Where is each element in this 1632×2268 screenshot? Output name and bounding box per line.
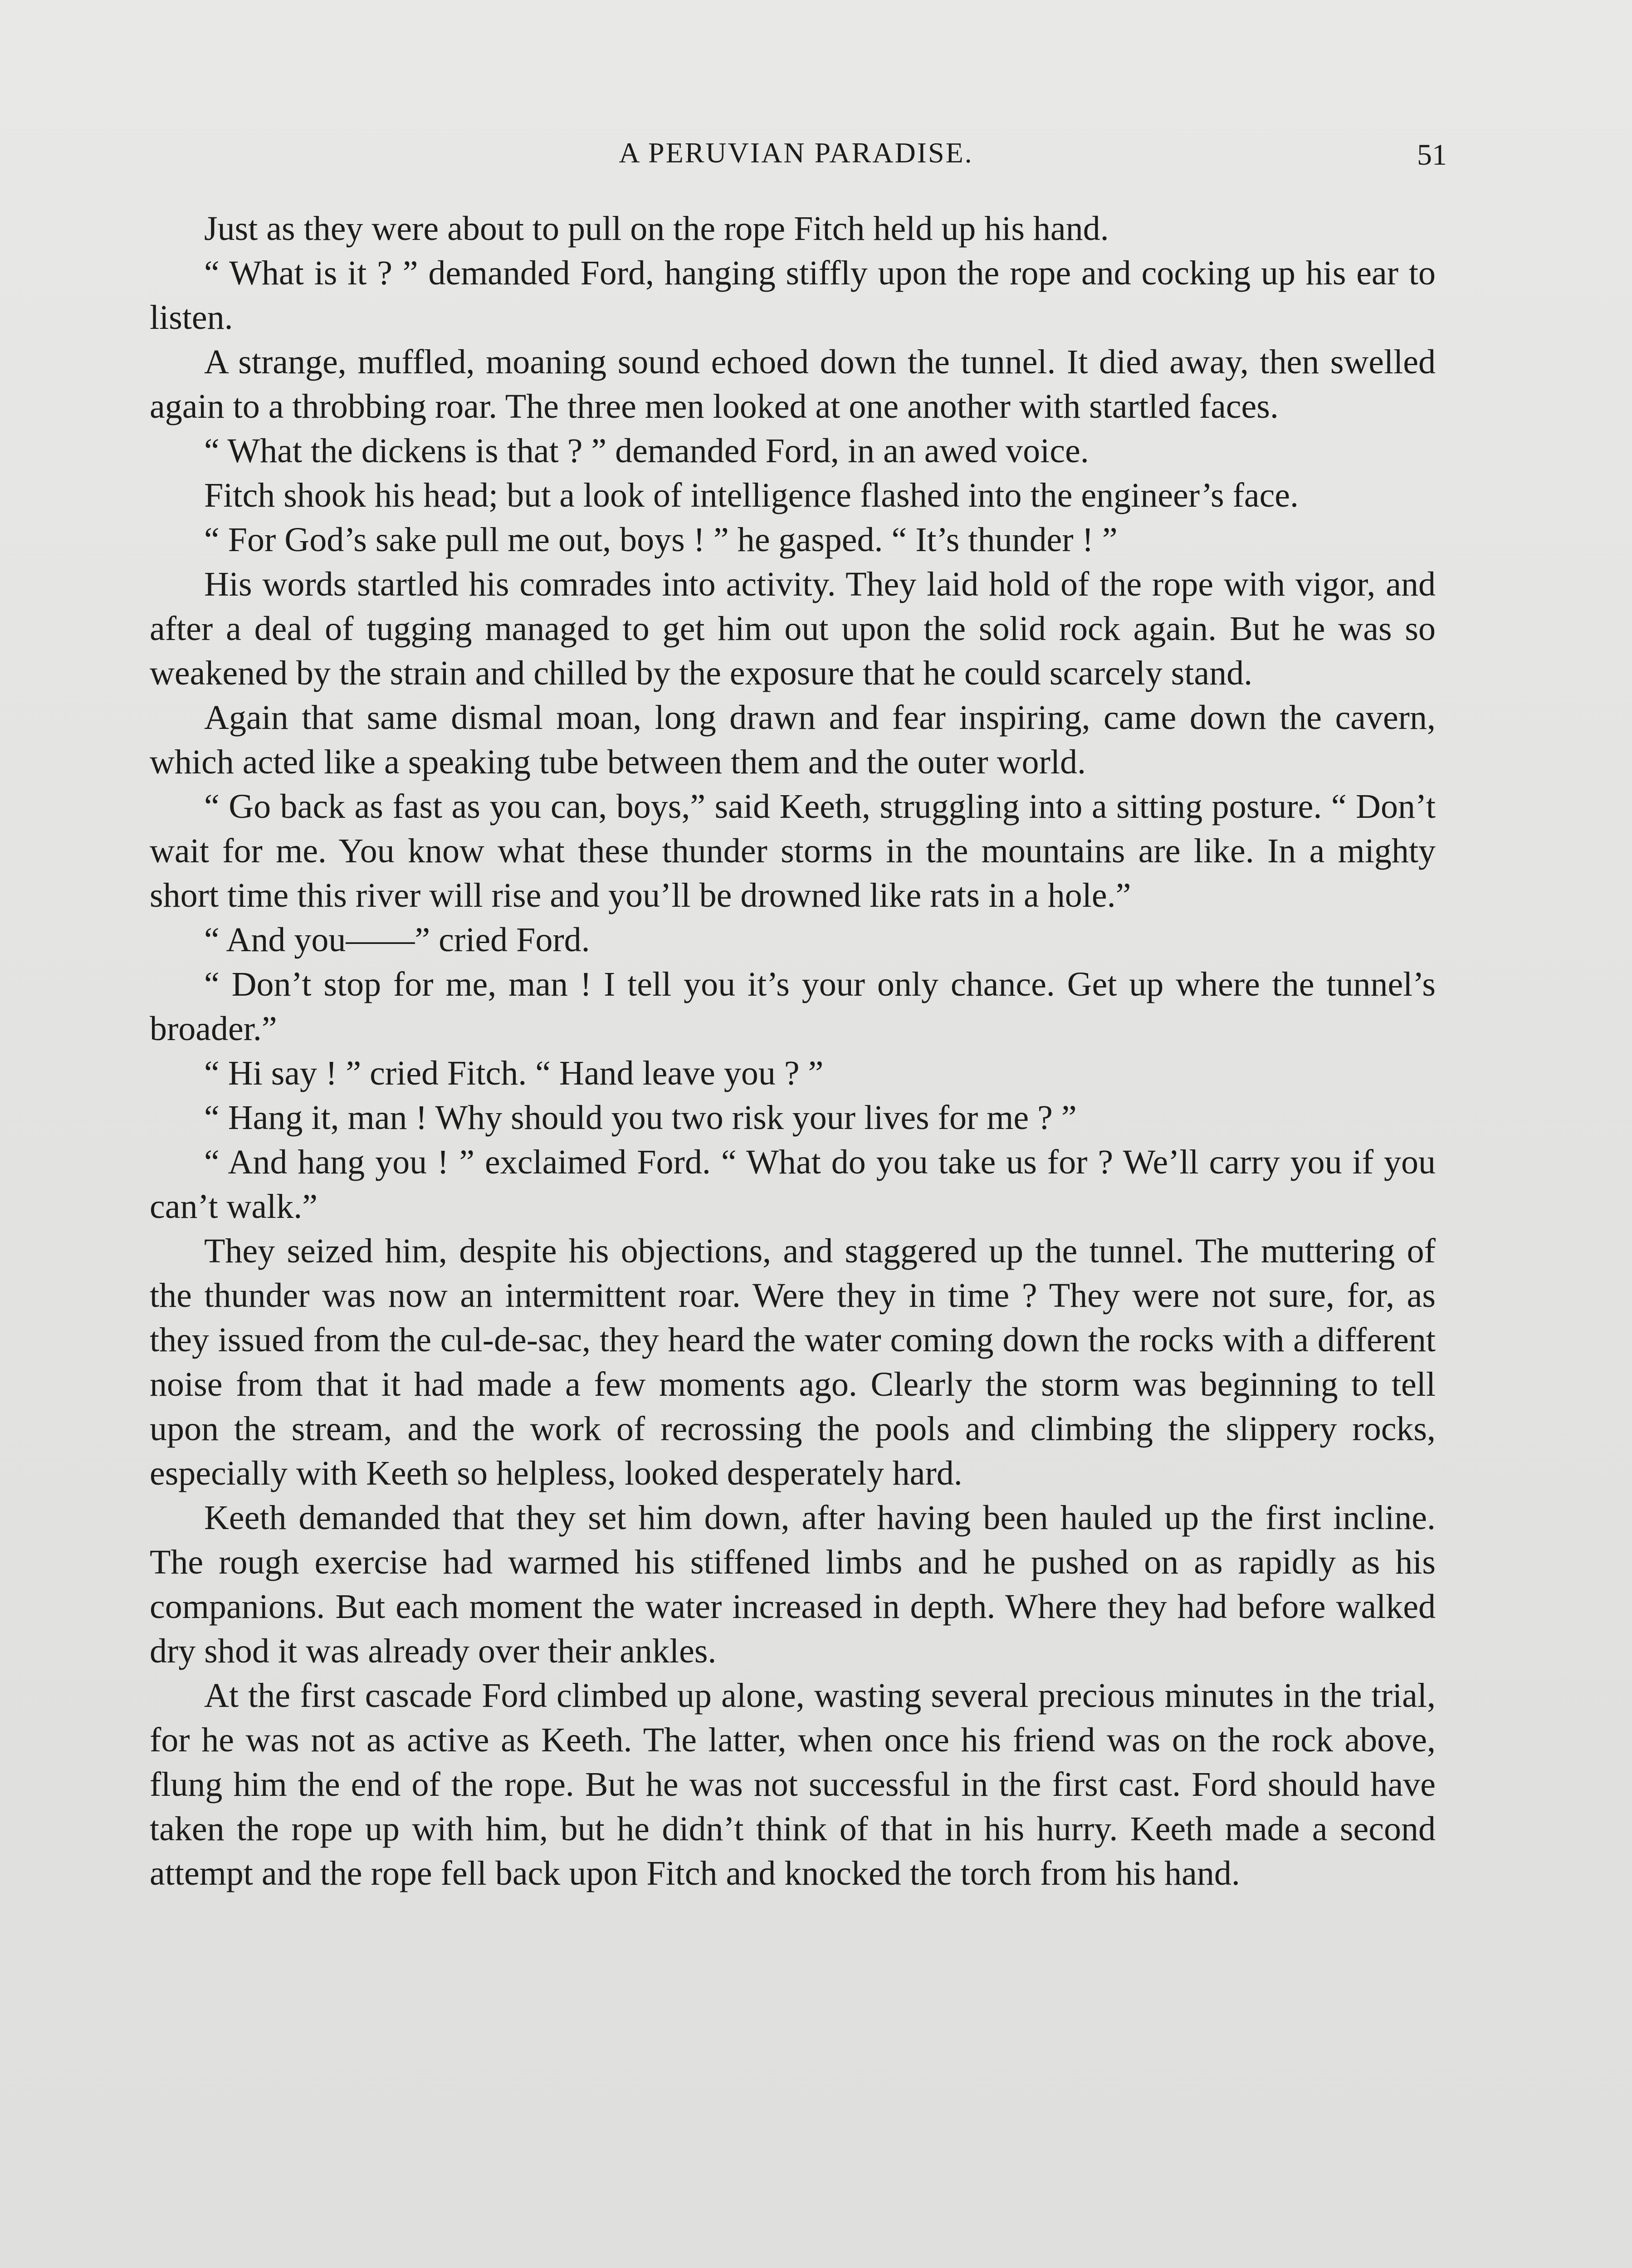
body-text (150, 206, 1436, 1896)
page-number: 51 (1417, 138, 1447, 171)
paragraph: Keeth demanded that they set him down, after having been hauled up the first incline. The rough exercise had warmed his stiffened limbs and he pushed on as rapidly as his companions. But each moment the water increased in depth. Where they had before walked dry shod it was already over their ankles. (150, 1499, 1436, 1670)
paragraph: “ What the dickens is that ? ” demanded Ford, in an awed voice. (204, 432, 1089, 470)
paragraph: A strange, muffled, moaning sound echoed down the tunnel. It died away, then swelled again to a throbbing roar. The three men looked at one another with startled faces. (150, 343, 1436, 425)
paragraph: “ Hang it, man ! Why should you two risk your lives for me ? ” (204, 1099, 1077, 1137)
paragraph: “ And hang you ! ” exclaimed Ford. “ What do you take us for ? We’ll carry you if you can’t walk.” (150, 1143, 1436, 1226)
paragraph: “ Don’t stop for me, man ! I tell you it’s your only chance. Get up where the tunnel’s broader.” (150, 965, 1436, 1048)
page-header (150, 136, 1447, 186)
paragraph: They seized him, despite his objections, and staggered up the tunnel. The muttering of the thunder was now an intermittent roar. Were they in time ? They were not sure, for, as they issued from the cul-de-sac, they heard the water coming down the rocks with a different noise from that it had made a few moments ago. Clearly the storm was beginning to tell upon the stream, and the work of recrossing the pools and climbing the slippery rocks, especially with Keeth so helpless, looked desperately hard. (150, 1232, 1436, 1492)
paragraph: “ What is it ? ” demanded Ford, hanging stiffly upon the rope and cocking up his ear to listen. (150, 254, 1436, 337)
paragraph: “ For God’s sake pull me out, boys ! ” he gasped. “ It’s thunder ! ” (204, 521, 1118, 559)
paragraph: “ Go back as fast as you can, boys,” said Keeth, struggling into a sitting posture. “ Don’t wait for me. You know what these thunder storms in the mountains are like. In a mighty short time this river will rise and you’ll be drowned like rats in a hole.” (150, 787, 1436, 914)
paragraph: “ Hi say ! ” cried Fitch. “ Hand leave you ? ” (204, 1054, 824, 1092)
paragraph: Fitch shook his head; but a look of intelligence flashed into the engineer’s face. (204, 476, 1299, 514)
paragraph: “ And you——” cried Ford. (204, 921, 590, 959)
paragraph: At the first cascade Ford climbed up alone, wasting several precious minutes in the trial, for he was not as active as Keeth. The latter, when once his friend was on the rock above, flung him the end of the rope. But he was not successful in the first cast. Ford should have taken the rope up with him, but he didn’t think of that in his hurry. Keeth made a second attempt and the rope fell back upon Fitch and knocked the torch from his hand. (150, 1677, 1436, 1892)
paragraph: Again that same dismal moan, long drawn and fear inspiring, came down the cavern, which acted like a speaking tube between them and the outer world. (150, 699, 1436, 781)
paragraph: His words startled his comrades into activity. They laid hold of the rope with vigor, and after a deal of tugging managed to get him out upon the solid rock again. But he was so weakened by the strain and chilled by the exposure that he could scarcely stand. (150, 565, 1436, 692)
running-title: A PERUVIAN PARADISE. (619, 137, 973, 169)
paragraph: Just as they were about to pull on the rope Fitch held up his hand. (204, 210, 1109, 248)
